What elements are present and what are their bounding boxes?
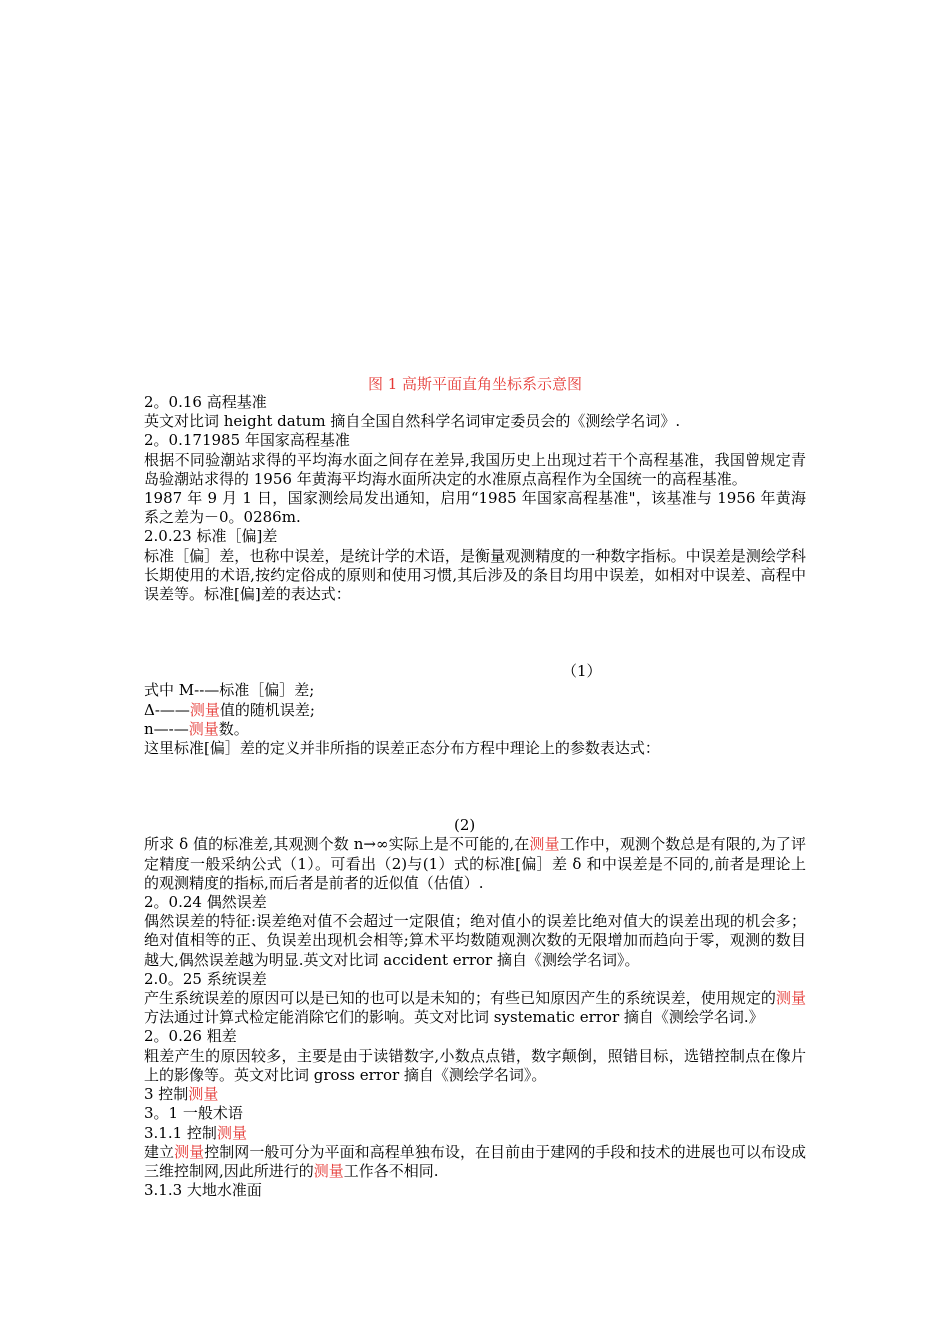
section-heading-2-0-17: 2。0.171985 年国家高程基准 (144, 431, 350, 450)
text-run: 所求 δ 值的标准差,其观测个数 n→∞实际上是不可能的,在 (144, 835, 530, 854)
highlight-term: 测量 (188, 1085, 219, 1104)
equation-1-placeholder (144, 604, 806, 662)
definition-n-suffix: 数。 (218, 719, 249, 738)
paragraph-systematic-error (144, 989, 806, 1027)
paragraph-standard-deviation: 标准［偏］差，也称中误差，是统计学的术语，是衡量观测精度的一种数字指标。中误差是测绘学科长期使用的术语,按约定俗成的原则和使用习惯,其后涉及的条目均用中误差，如相对中误差、高程中误差等。标准[偏]差的表达式： (144, 546, 806, 604)
section-heading-2-0-16: 2。0.16 高程基准 (144, 393, 267, 411)
definition-n (144, 720, 806, 739)
highlight-term: 测量 (313, 1161, 344, 1180)
section-heading-2-0-25: 2.0。25 系统误差 (144, 969, 267, 988)
highlight-term: 测量 (216, 1123, 247, 1142)
paragraph-definition-note: 这里标准[偏］差的定义并非所指的误差正态分布方程中理论上的参数表达式： (144, 739, 660, 758)
paragraph-gross-error: 粗差产生的原因较多，主要是由于读错数字,小数点点错，数字颠倒，照错目标，选错控制点在像片上的影像等。英文对比词 gross error 摘自《测绘学名词》。 (144, 1046, 806, 1084)
highlight-term: 测量 (174, 1142, 205, 1161)
section-heading-2-0-24: 2。0.24 偶然误差 (144, 893, 267, 912)
text-run: 3.1.1 控制 (144, 1123, 217, 1142)
definition-n-prefix: n—-— (144, 719, 189, 738)
section-heading-3-1: 3。1 一般术语 (144, 1104, 243, 1123)
paragraph-random-error: 偶然误差的特征:误差绝对值不会超过一定限值；绝对值小的误差比绝对值大的误差出现的机会多；绝对值相等的正、负误差出现机会相等;算术平均数随观测次数的无限增加而趋向于零，观测的数目越大,偶然误差越为明显.英文对比词 accident error 摘自《测绘学名词》。 (144, 912, 806, 969)
text-run: 建立 (144, 1142, 175, 1161)
section-heading-2-0-26: 2。0.26 粗差 (144, 1027, 237, 1046)
equation-1-number: （1） (562, 662, 602, 681)
definition-delta-prefix: Δ-—— (144, 700, 190, 719)
section-heading-3-1-3: 3.1.3 大地水准面 (144, 1181, 262, 1200)
equation-2-placeholder (144, 758, 806, 816)
figure-caption: 图 1 高斯平面直角坐标系示意图 (367, 375, 583, 393)
paragraph-height-datum: 英文对比词 height datum 摘自全国自然科学名词审定委员会的《测绘学名词》. (144, 412, 681, 431)
paragraph-after-equation-2 (144, 835, 806, 893)
text-run: 工作中，观测个数总是有限的,为了评定精度一般采纳公式（1）。可看出（2)与(1）式的标准[偏］差 δ 和中误差是不同的,前者是理论上的观测精度的指标,而后者是前者的近似值（估值）. (144, 835, 806, 892)
text-run: 产生系统误差的原因可以是已知的也可以是未知的；有些已知原因产生的系统误差，使用规定的 (144, 989, 776, 1008)
highlight-term: 测量 (188, 719, 219, 738)
highlight-term: 测量 (529, 835, 560, 854)
section-heading-2-0-23: 2.0.23 标准［偏]差 (144, 527, 278, 546)
text-run: 方法通过计算式检定能消除它们的影响。英文对比词 systematic error 摘自《测绘学名词.》 (144, 1008, 764, 1027)
paragraph-height-datum-history: 根据不同验潮站求得的平均海水面之间存在差异,我国历史上出现过若干个高程基准，我国曾规定青岛验潮站求得的 1956 年黄海平均海水面所决定的水准原点高程作为全国统一的高程基准。 (144, 450, 806, 488)
equation-2-number: (2) (454, 816, 476, 835)
paragraph-control-survey (144, 1143, 806, 1181)
definition-delta-suffix: 值的随机误差; (219, 700, 315, 719)
text-run: 工作各不相同. (343, 1161, 439, 1180)
text-run: 控制网一般可分为平面和高程单独布设，在目前由于建网的手段和技术的进展也可以布设成三维控制网,因此所进行的 (144, 1142, 806, 1180)
document-body (144, 393, 806, 1200)
section-heading-3-1-1 (144, 1124, 806, 1143)
highlight-term: 测量 (775, 989, 806, 1008)
text-run: 3 控制 (144, 1085, 189, 1104)
section-heading-3 (144, 1085, 806, 1104)
definition-delta (144, 701, 806, 720)
paragraph-1985-datum-notice: 1987 年 9 月 1 日，国家测绘局发出通知，启用“1985 年国家高程基准"，该基准与 1956 年黄海系之差为－0。0286m. (144, 489, 806, 527)
definition-m: 式中 M--—标准［偏］差; (144, 681, 315, 700)
highlight-term: 测量 (189, 700, 220, 719)
